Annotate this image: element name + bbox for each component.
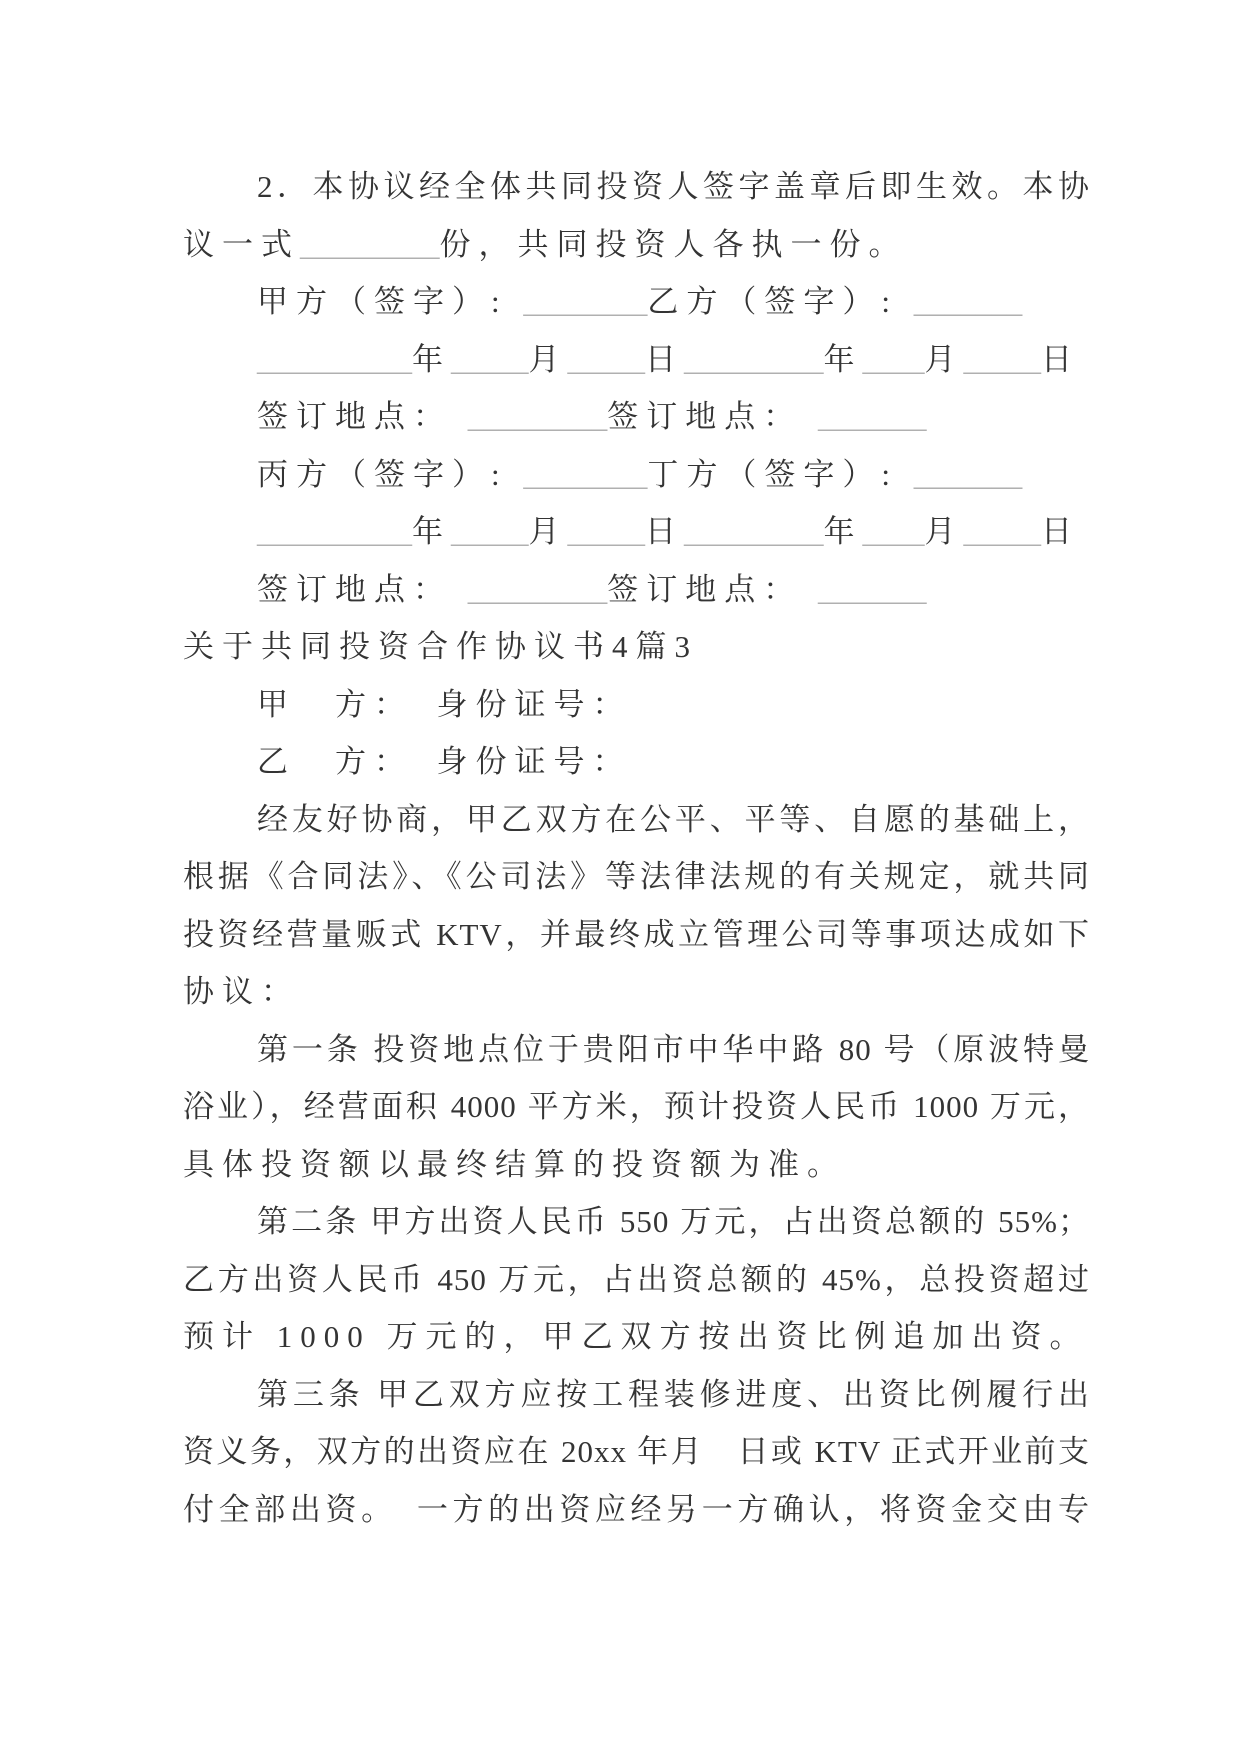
signing-place-row-2 [183,561,1090,619]
blank-underline: _______ [913,456,1023,492]
blank-underline: _________ [467,571,608,607]
blank-underline: _____ [451,514,529,549]
blank-underline: ________ [523,456,648,492]
text-run: 第一条 投资地点位于贵阳市中华中路 80 号（原波特曼 [257,1031,1090,1067]
preamble-line-1 [183,791,1090,849]
blank-underline: _____ [451,341,529,377]
blank-underline: _______ [913,284,1023,319]
text-run: 年 [412,514,451,549]
article3-line-3 [183,1481,1090,1539]
signing-place-row-1 [183,388,1090,446]
blank-underline: _______ [818,399,927,434]
text-run: 具体投资额以最终结算的投资额为准。 [183,1146,846,1182]
blank-underline: ____ [862,514,925,549]
text-run: 协议： [183,974,300,1009]
article2-line-2 [183,1251,1090,1309]
text-run: 浴业），经营面积 4000 平方米，预计投资人民币 1000 万元， [183,1089,1090,1124]
article1-line-2 [183,1078,1090,1136]
blank-underline: _____ [963,341,1041,377]
blank-underline: _________ [684,514,824,549]
preamble-line-4 [183,963,1090,1021]
party-yi-row [183,733,1090,791]
text-run: 根据《合同法》、《公司法》等法律法规的有关规定，就共同 [183,859,1090,894]
article-heading [183,618,1090,676]
preamble-line-2 [183,848,1090,906]
preamble-line-3 [183,906,1090,964]
article3-line-1 [183,1366,1090,1424]
blank-underline: _____ [567,514,645,549]
text-run: 资义务，双方的出资应在 20xx 年月 日或 KTV 正式开业前支 [183,1434,1090,1469]
text-run: 签订地点： [257,399,468,434]
blank-underline: _______ [818,571,927,607]
text-run: 投资经营量贩式 KTV，并最终成立管理公司等事项达成如下 [183,916,1090,952]
blank-underline: _____ [963,514,1041,549]
text-run: 乙 方： 身份证号： [257,744,632,779]
article1-line-1 [183,1021,1090,1079]
blank-underline: _________ [300,226,440,262]
text-run: 第三条 甲乙双方应按工程装修进度、出资比例履行出 [257,1376,1090,1412]
text-run: 签订地点： [257,571,468,607]
clause2-line-2 [183,216,1090,274]
text-run: 丙方（签字）: [257,456,524,492]
date-row-1 [183,331,1090,389]
document-body [183,158,1090,1538]
blank-underline: _________ [467,399,608,434]
text-run: 2．本协议经全体共同投资人签字盖章后即生效。本协 [257,169,1090,204]
text-run: 年 [412,341,451,377]
blank-underline: __________ [257,341,412,377]
text-run: 日 [645,341,684,377]
text-run: 月 [924,341,964,377]
article3-line-2 [183,1423,1090,1481]
text-run: 付全部出资。 一方的出资应经另一方确认，将资金交由专 [183,1491,1090,1527]
blank-underline: _________ [684,341,824,377]
article2-line-3 [183,1308,1090,1366]
signature-row-bing-ding [183,446,1090,504]
blank-underline: ____ [862,341,925,377]
signature-row-jia-yi [183,273,1090,331]
text-run: 议一式 [183,226,300,262]
text-run: 日 [1041,514,1080,549]
text-run: 年 [823,514,863,549]
text-run: 签订地点： [607,399,818,434]
party-jia-row [183,676,1090,734]
text-run: 第二条 甲方出资人民币 550 万元，占出资总额的 55%； [257,1204,1090,1239]
blank-underline: ________ [523,284,648,319]
text-run: 丁方（签字）: [647,456,914,492]
text-run: 签订地点： [607,571,818,607]
text-run: 月 [924,514,964,549]
text-run: 份，共同投资人各执一份。 [439,226,908,262]
blank-underline: __________ [257,514,412,549]
article2-line-1 [183,1193,1090,1251]
text-run: 经友好协商，甲乙双方在公平、平等、自愿的基础上， [257,801,1090,837]
text-run: 乙方出资人民币 450 万元，占出资总额的 45%，总投资超过 [183,1261,1090,1297]
text-run: 关于共同投资合作协议书4篇3 [183,629,698,664]
text-run: 日 [645,514,684,549]
text-run: 甲 方： 身份证号： [257,686,632,722]
clause2-line-1 [183,158,1090,216]
text-run: 月 [528,341,568,377]
article1-line-3 [183,1136,1090,1194]
text-run: 月 [528,514,568,549]
date-row-2 [183,503,1090,561]
text-run: 甲方（签字）: [257,284,524,319]
text-run: 年 [823,341,863,377]
text-run: 乙方（签字）: [647,284,914,319]
text-run: 日 [1041,341,1080,377]
blank-underline: _____ [567,341,645,377]
text-run: 预计 1000 万元的，甲乙双方按出资比例追加出资。 [183,1319,1089,1354]
